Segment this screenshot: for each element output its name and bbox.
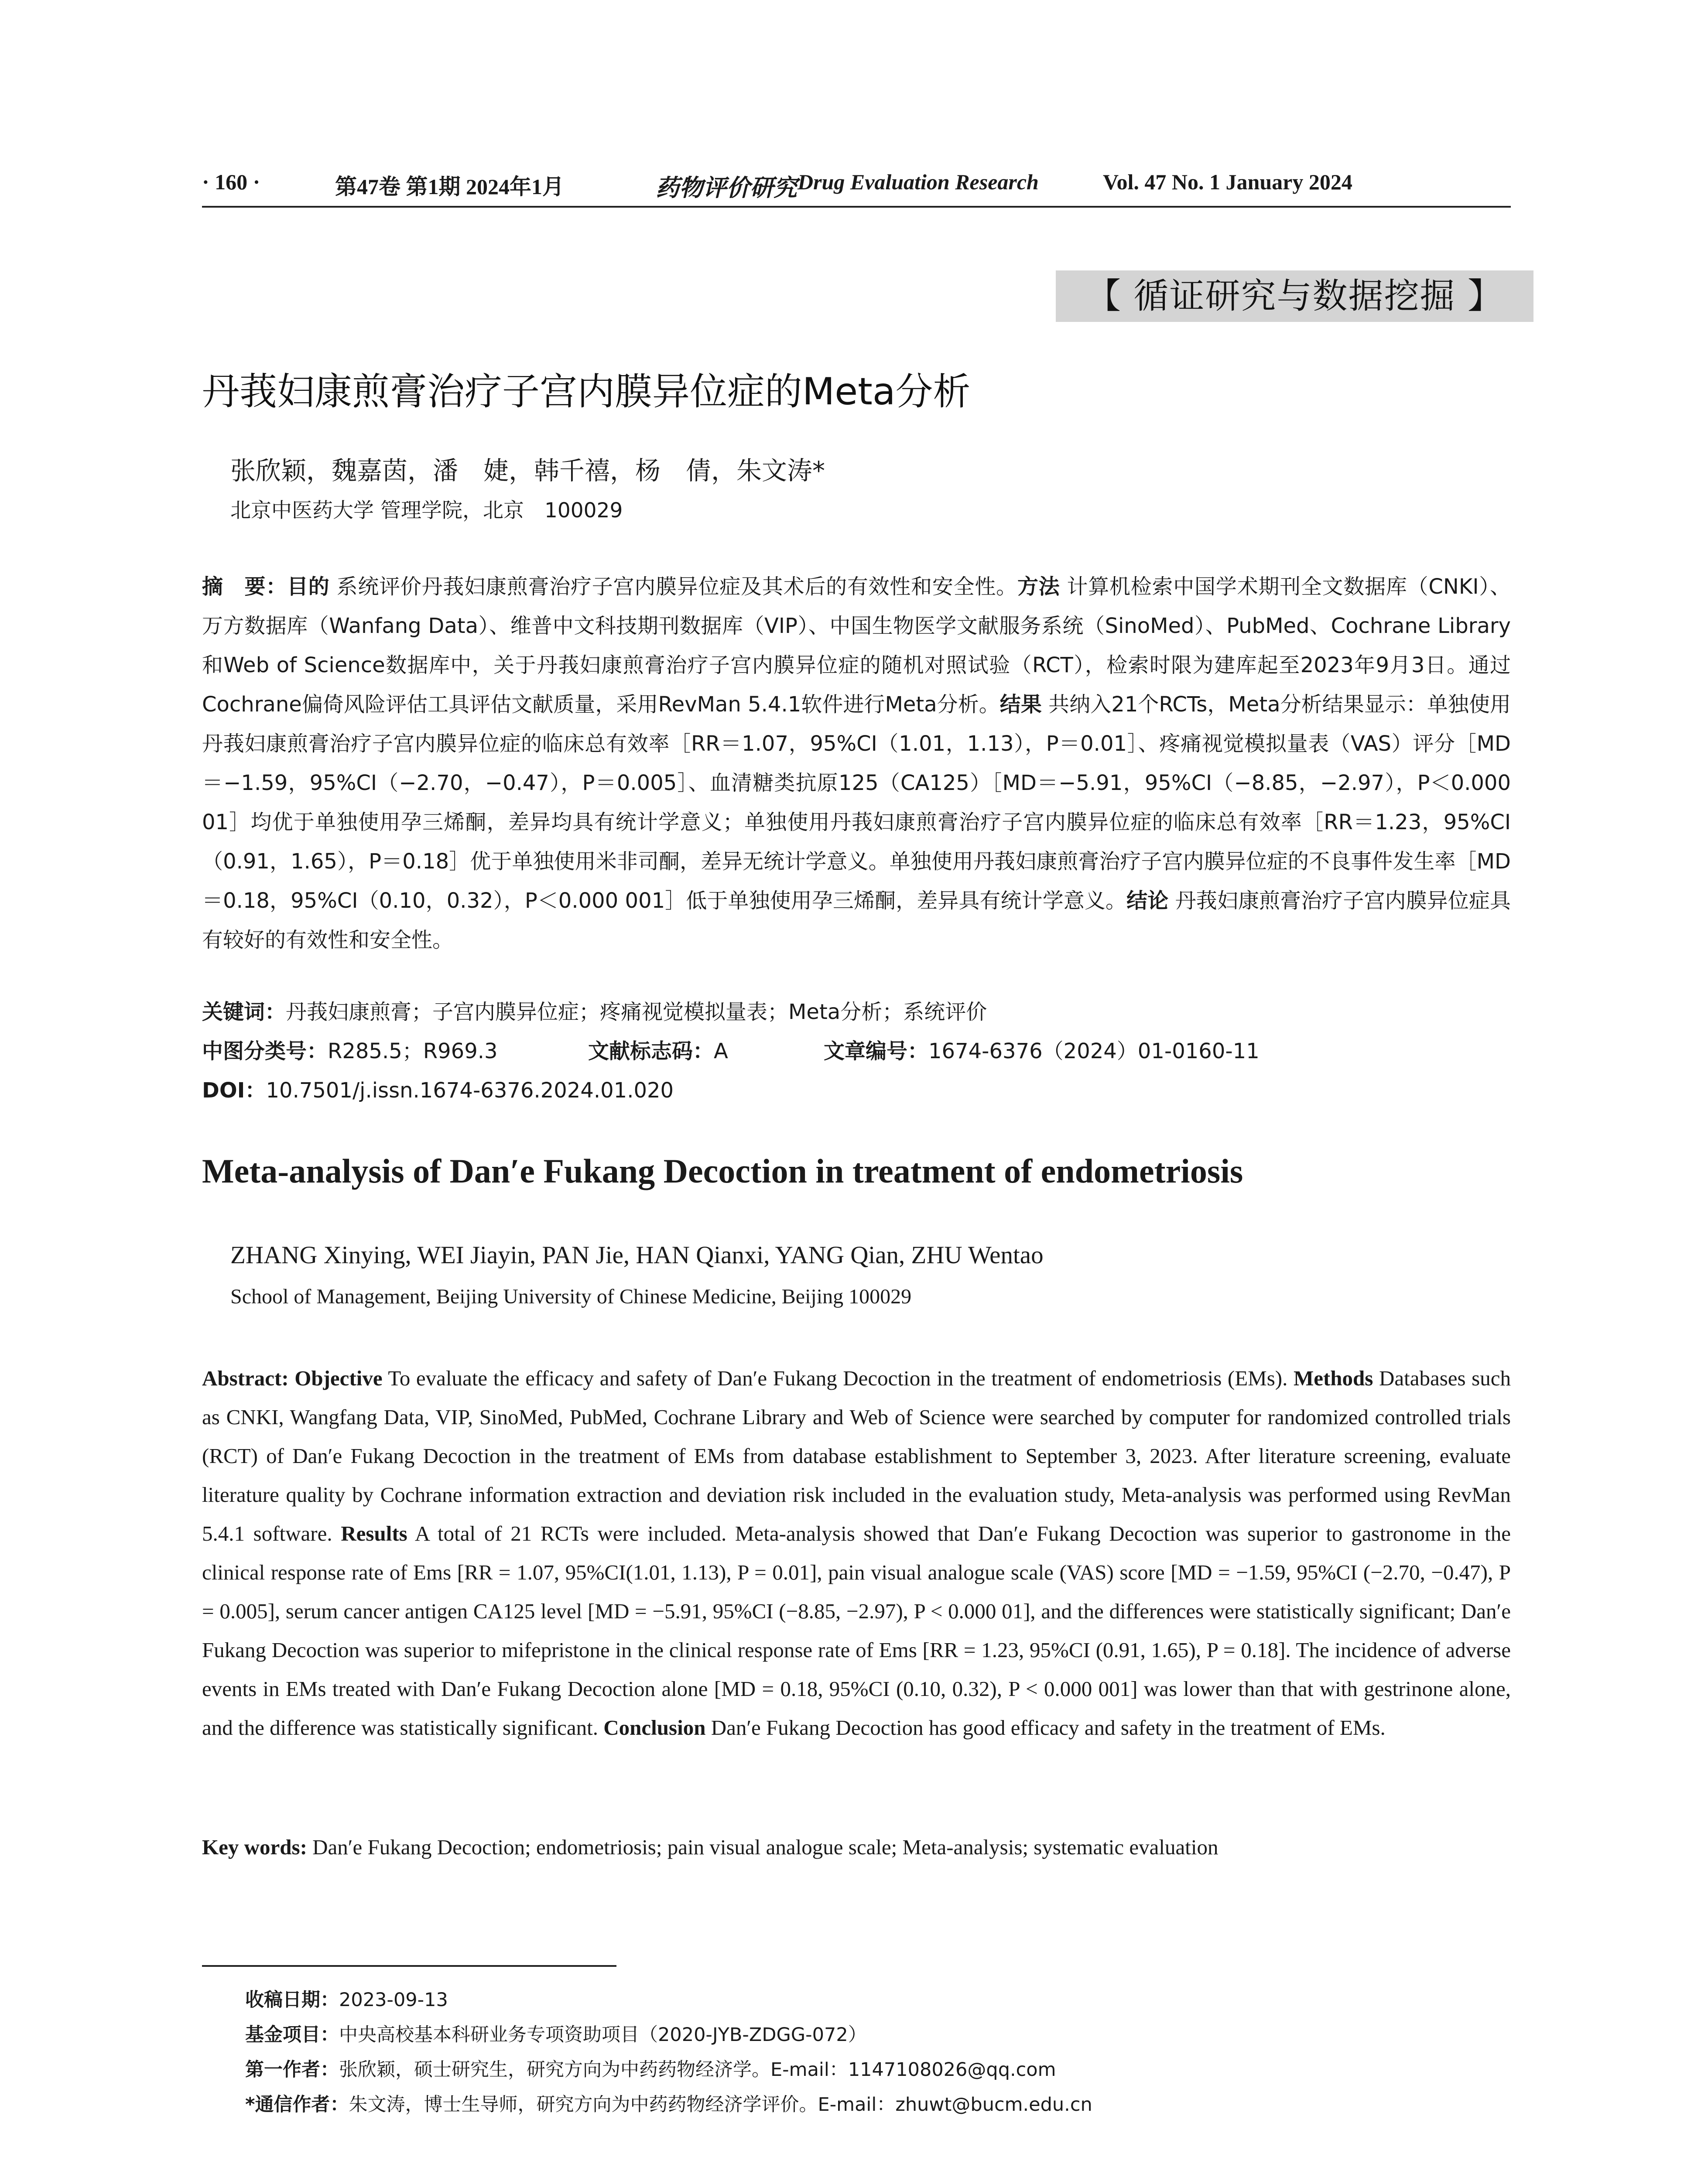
footnote-rule <box>202 1965 616 1967</box>
conclusion-text-cn: 丹莪妇康煎膏治疗子宫内膜异位症具有较好的有效性和安全性。 <box>202 889 1511 952</box>
conclusion-text-en: Dan′e Fukang Decoction has good efficacy and safety in the treatment of EMs. <box>711 1716 1386 1740</box>
keywords-text-cn: 丹莪妇康煎膏；子宫内膜异位症；疼痛视觉模拟量表；Meta分析；系统评价 <box>286 1000 987 1024</box>
article-title-en: Meta-analysis of Dan′e Fukang Decoction in treatment of endometriosis <box>202 1152 1243 1190</box>
methods-label-cn: 方法 <box>1017 574 1060 599</box>
abstract-label-en: Abstract: <box>202 1366 289 1390</box>
results-label-en: Results <box>341 1521 407 1545</box>
methods-text-en: Databases such as CNKI, Wangfang Data, VIP, SinoMed, PubMed, Cochrane Library and Web of Science were searched by computer for randomized controlled trials (RCT) of Dan′e Fukang Decoction in the treatment of EMs from database establishment to September 3, 2023. After literature screening, evaluate literature quality by Cochrane information extraction and deviation risk included in the evaluation study, Meta-analysis was performed using RevMan 5.4.1 software. <box>202 1366 1511 1545</box>
clc-value: R285.5；R969.3 <box>328 1039 498 1063</box>
journal-name-cn: 药物评价研究 <box>656 175 797 201</box>
article-no-value: 1674-6376（2024）01-0160-11 <box>928 1039 1260 1063</box>
doi-line <box>202 1071 1511 1110</box>
article-title-cn: 丹莪妇康煎膏治疗子宫内膜异位症的Meta分析 <box>202 370 971 414</box>
affiliation-en: School of Management, Beijing University of Chinese Medicine, Beijing 100029 <box>230 1285 912 1308</box>
issue-info-en: Vol. 47 No. 1 January 2024 <box>1103 170 1352 194</box>
footnote-text: 朱文涛，博士生导师，研究方向为中药药物经济学评价。E-mail：zhuwt@bucm.edu.cn <box>349 2094 1092 2116</box>
journal-name-en: Drug Evaluation Research <box>798 170 1039 194</box>
clc-label: 中图分类号： <box>202 1039 328 1063</box>
section-tag: 【 循证研究与数据挖掘 】 <box>1056 270 1533 322</box>
results-text-en: A total of 21 RCTs were included. Meta-analysis showed that Dan′e Fukang Decoction was superior to gastronome in the clinical response rate of Ems [RR = 1.07, 95%CI(1.01, 1.13), P = 0.01], pain visual analogue scale (VAS) score [MD = −1.59, 95%CI (−2.70, −0.47), P = 0.005], serum cancer antigen CA125 level [MD = −5.91, 95%CI (−8.85, −2.97), P < 0.000 01], and the differences were statistically significant; Dan′e Fukang Decoction was superior to mifepristone in the clinical response rate of Ems [RR = 1.23, 95%CI (0.91, 1.65), P = 0.18]. The incidence of adverse events in EMs treated with Dan′e Fukang Decoction alone [MD = 0.18, 95%CI (0.10, 0.32), P < 0.000 001] was lower than that with gestrinone alone, and the difference was statistically significant. <box>202 1521 1511 1740</box>
page-number: · 160 · <box>202 170 260 194</box>
classification-line <box>202 1032 1511 1071</box>
footnote-label: *通信作者： <box>245 2094 349 2116</box>
abstract-label-cn: 摘 要： <box>202 574 288 599</box>
keywords-label-cn: 关键词： <box>202 1000 286 1024</box>
conclusion-label-en: Conclusion <box>603 1716 706 1740</box>
footnote-text: 张欣颖，硕士研究生，研究方向为中药药物经济学。E-mail：1147108026@qq.com <box>339 2059 1056 2081</box>
keywords-label-en: Key words: <box>202 1835 307 1859</box>
keywords-cn <box>202 992 1511 1032</box>
keywords-en <box>202 1828 1511 1866</box>
conclusion-label-cn: 结论 <box>1126 889 1169 913</box>
article-meta <box>202 992 1511 1110</box>
methods-text-cn: 计算机检索中国学术期刊全文数据库（CNKI）、万方数据库（Wanfang Data）、维普中文科技期刊数据库（VIP）、中国生物医学文献服务系统（SinoMed）、PubMed、Cochrane Library和Web of Science数据库中，关于丹莪妇康煎膏治疗子宫内膜异位症的随机对照试验（RCT），检索时限为建库起至2023年9月3日。通过Cochrane偏倚风险评估工具评估文献质量，采用RevMan 5.4.1软件进行Meta分析。 <box>202 574 1511 717</box>
footnote-label: 收稿日期： <box>245 1989 339 2011</box>
footnote-received <box>245 1983 1092 2017</box>
footnote-funding <box>245 2017 1092 2052</box>
abstract-cn <box>202 567 1511 960</box>
objective-label-cn: 目的 <box>287 574 330 599</box>
abstract-en <box>202 1359 1511 1747</box>
objective-text-cn: 系统评价丹莪妇康煎膏治疗子宫内膜异位症及其术后的有效性和安全性。 <box>336 574 1017 599</box>
article-no-label: 文章编号： <box>824 1039 929 1063</box>
footnote-corresponding-author <box>245 2087 1092 2122</box>
objective-text-en: To evaluate the efficacy and safety of Dan′e Fukang Decoction in the treatment of endometriosis (EMs). <box>388 1366 1288 1390</box>
doi-value[interactable]: 10.7501/j.issn.1674-6376.2024.01.020 <box>266 1078 674 1103</box>
footnote-text: 中央高校基本科研业务专项资助项目（2020-JYB-ZDGG-072） <box>339 2024 867 2046</box>
footnote-label: 基金项目： <box>245 2024 339 2046</box>
doc-code-label: 文献标志码： <box>588 1039 714 1063</box>
keywords-text-en: Dan′e Fukang Decoction; endometriosis; pain visual analogue scale; Meta-analysis; systematic evaluation <box>312 1835 1219 1859</box>
footnote-first-author <box>245 2052 1092 2087</box>
authors-en: ZHANG Xinying, WEI Jiayin, PAN Jie, HAN Qianxi, YANG Qian, ZHU Wentao <box>230 1241 1044 1269</box>
header-rule <box>202 206 1511 208</box>
running-header <box>202 169 1511 200</box>
authors-cn: 张欣颖，魏嘉茵，潘 婕，韩千禧，杨 倩，朱文涛* <box>230 456 825 485</box>
footnote-label: 第一作者： <box>245 2059 339 2081</box>
affiliation-cn: 北京中医药大学 管理学院，北京 100029 <box>230 499 623 523</box>
objective-label-en: Objective <box>294 1366 383 1390</box>
issue-info-cn: 第47卷 第1期 2024年1月 <box>335 174 564 199</box>
doi-label: DOI： <box>202 1078 266 1103</box>
footnote-text: 2023-09-13 <box>339 1989 448 2011</box>
doc-code-value: A <box>714 1039 728 1063</box>
methods-label-en: Methods <box>1293 1366 1373 1390</box>
results-text-cn: 共纳入21个RCTs，Meta分析结果显示：单独使用丹莪妇康煎膏治疗子宫内膜异位症的临床总有效率［RR＝1.07，95%CI（1.01，1.13），P＝0.01］、疼痛视觉模拟量表（VAS）评分［MD＝−1.59，95%CI（−2.70，−0.47），P＝0.005］、血清糖类抗原125（CA125）［MD＝−5.91，95%CI（−8.85，−2.97），P＜0.000 01］均优于单独使用孕三烯酮，差异均具有统计学意义；单独使用丹莪妇康煎膏治疗子宫内膜异位症的临床总有效率［RR＝1.23，95%CI（0.91，1.65），P＝0.18］优于单独使用米非司酮，差异无统计学意义。单独使用丹莪妇康煎膏治疗子宫内膜异位症的不良事件发生率［MD＝0.18，95%CI（0.10，0.32），P＜0.000 001］低于单独使用孕三烯酮，差异具有统计学意义。 <box>202 692 1511 913</box>
footnotes <box>245 1983 1092 2122</box>
results-label-cn: 结果 <box>999 692 1042 717</box>
